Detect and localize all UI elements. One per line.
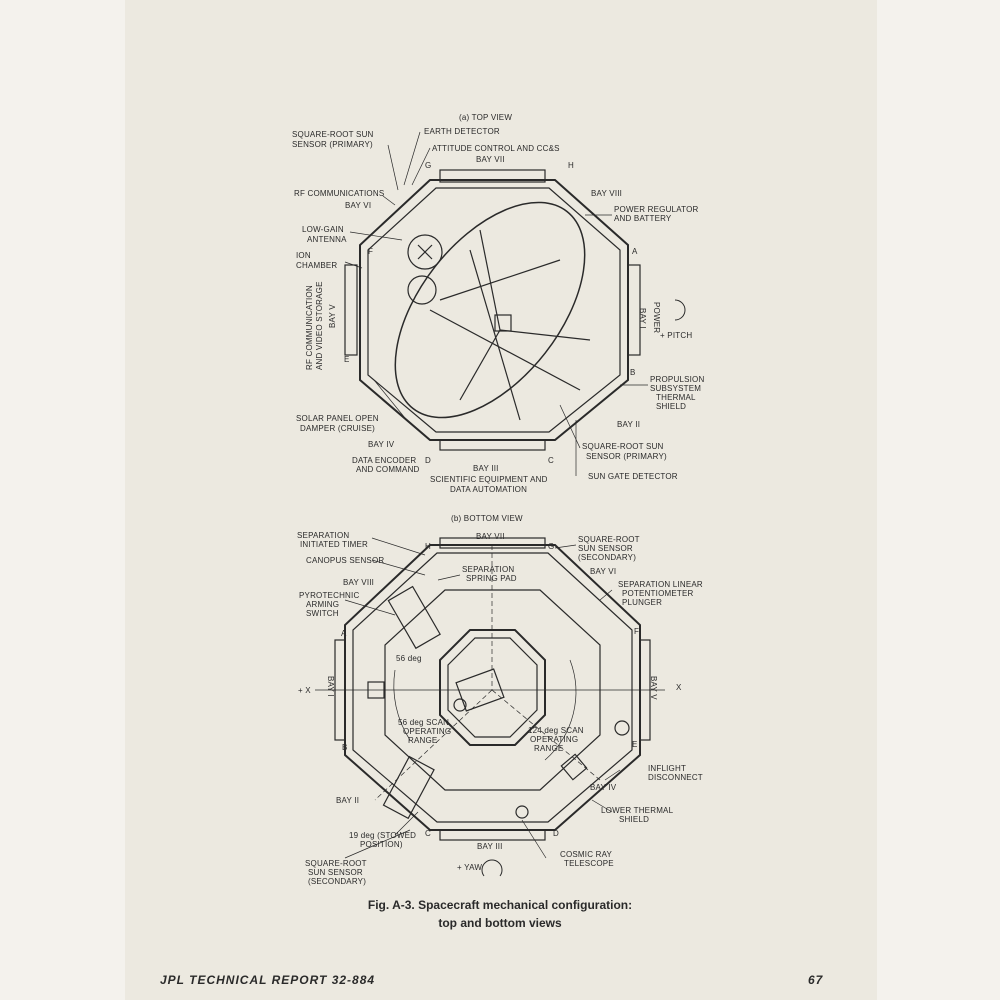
label-low-gain-2: ANTENNA	[307, 235, 347, 244]
label-pyro-3: SWITCH	[306, 609, 339, 618]
label-sep-timer-2: INITIATED TIMER	[300, 540, 369, 549]
label-attitude-control: ATTITUDE CONTROL AND CC&S	[432, 144, 560, 153]
label-solar-panel: SOLAR PANEL OPEN	[296, 414, 379, 423]
label-sep-linear: SEPARATION LINEAR	[618, 580, 703, 589]
label-plus-x: + X	[298, 686, 311, 695]
label-lower-thermal: LOWER THERMAL	[601, 806, 674, 815]
label-yaw: + YAW	[457, 863, 483, 872]
label-sun-gate: SUN GATE DETECTOR	[588, 472, 678, 481]
bottom-view-title: (b) BOTTOM VIEW	[451, 514, 523, 523]
label-g: G	[425, 161, 432, 170]
label-scientific: SCIENTIFIC EQUIPMENT AND	[430, 475, 548, 484]
label-x: X	[676, 683, 682, 692]
label-sep-spring: SEPARATION	[462, 565, 515, 574]
label-g: G	[548, 542, 555, 551]
label-power: POWER	[652, 302, 661, 334]
label-h: H	[425, 542, 431, 551]
figure-caption-line2: top and bottom views	[438, 916, 562, 930]
label-sqrt-sun-primary-b2: SENSOR (PRIMARY)	[586, 452, 667, 461]
label-bay-vi: BAY VI	[345, 201, 372, 210]
label-bay-i: BAY I	[326, 676, 335, 697]
label-sqrt-sun-primary-b: SQUARE-ROOT SUN	[582, 442, 664, 451]
label-data-encoder: DATA ENCODER	[352, 456, 417, 465]
label-sep-linear-3: PLUNGER	[622, 598, 663, 607]
label-sqrt-sec-b3: (SECONDARY)	[308, 877, 367, 886]
label-bay-iii: BAY III	[477, 842, 503, 851]
label-19deg: 19 deg (STOWED	[349, 831, 417, 840]
label-sqrt-sun-primary: SQUARE-ROOT SUN	[292, 130, 374, 139]
label-solar-panel-2: DAMPER (CRUISE)	[300, 424, 376, 433]
label-bay-ii: BAY II	[617, 420, 641, 429]
label-bay-vi: BAY VI	[590, 567, 617, 576]
label-rf-communications: RF COMMUNICATIONS	[294, 189, 385, 198]
label-bay-viii: BAY VIII	[591, 189, 623, 198]
label-bay-v: BAY V	[328, 304, 337, 328]
label-b: B	[630, 368, 636, 377]
figure-caption-line1: Fig. A-3. Spacecraft mechanical configuration:	[367, 898, 633, 912]
label-cosmic-2: TELESCOPE	[564, 859, 614, 868]
label-bay-i: BAY I	[638, 308, 647, 329]
label-data-encoder-2: AND COMMAND	[356, 465, 420, 474]
label-propulsion-4: SHIELD	[656, 402, 687, 411]
label-pyro: PYROTECHNIC	[299, 591, 360, 600]
label-d: D	[553, 829, 559, 838]
label-scan124: 124 deg SCAN	[528, 726, 584, 735]
label-b: B	[342, 743, 348, 752]
label-scan124-2: OPERATING	[530, 735, 579, 744]
label-sqrt-sec-3: (SECONDARY)	[578, 553, 637, 562]
label-c: C	[548, 456, 554, 465]
label-sep-timer: SEPARATION	[297, 531, 350, 540]
label-power-regulator: POWER REGULATOR	[614, 205, 699, 214]
top-view-low-gain-antenna	[408, 235, 442, 304]
label-56deg: 56 deg	[396, 654, 422, 663]
label-power-regulator-2: AND BATTERY	[614, 214, 672, 223]
label-propulsion-2: SUBSYSTEM	[650, 384, 702, 393]
label-earth-detector: EARTH DETECTOR	[424, 127, 500, 136]
label-bay-iii: BAY III	[473, 464, 499, 473]
label-scan56-2: OPERATING	[403, 727, 452, 736]
top-view-leaders	[345, 132, 648, 476]
label-bay-iv: BAY IV	[590, 783, 617, 792]
label-pitch: + PITCH	[660, 331, 693, 340]
label-rf-video-2: AND VIDEO STORAGE	[315, 281, 324, 370]
label-lower-thermal-2: SHIELD	[619, 815, 650, 824]
label-sep-spring-2: SPRING PAD	[466, 574, 517, 583]
label-scan124-3: RANGE	[534, 744, 564, 753]
label-inflight: INFLIGHT	[648, 764, 687, 773]
label-bay-vii: BAY VII	[476, 155, 505, 164]
label-scientific-2: DATA AUTOMATION	[450, 485, 528, 494]
label-scan56: 56 deg SCAN	[398, 718, 450, 727]
label-scan56-3: RANGE	[408, 736, 438, 745]
label-bay-viii: BAY VIII	[343, 578, 375, 587]
label-ion: ION	[296, 251, 311, 260]
label-canopus: CANOPUS SENSOR	[306, 556, 385, 565]
label-pyro-2: ARMING	[306, 600, 340, 609]
label-f: F	[368, 247, 374, 256]
label-inflight-2: DISCONNECT	[648, 773, 703, 782]
label-a: A	[341, 629, 347, 638]
label-sqrt-sec-b2: SUN SENSOR	[308, 868, 363, 877]
top-view-octagon	[345, 170, 640, 450]
label-sqrt-sun-primary-2: SENSOR (PRIMARY)	[292, 140, 373, 149]
label-sqrt-sec: SQUARE-ROOT	[578, 535, 640, 544]
label-cosmic: COSMIC RAY	[560, 850, 613, 859]
label-low-gain: LOW-GAIN	[302, 225, 344, 234]
label-sep-linear-2: POTENTIOMETER	[622, 589, 694, 598]
label-a: A	[632, 247, 638, 256]
label-bay-v: BAY V	[649, 676, 658, 700]
label-f: F	[634, 627, 640, 636]
label-c: C	[425, 829, 431, 838]
label-ion-2: CHAMBER	[296, 261, 338, 270]
label-e: E	[632, 740, 638, 749]
label-sqrt-sec-2: SUN SENSOR	[578, 544, 633, 553]
label-bay-vii: BAY VII	[476, 532, 505, 541]
label-rf-video-1: RF COMMUNICATION	[305, 285, 314, 370]
label-bay-ii: BAY II	[336, 796, 360, 805]
bottom-view-octagon	[335, 538, 650, 840]
report-title: JPL TECHNICAL REPORT 32-884	[160, 973, 376, 987]
label-h: H	[568, 161, 574, 170]
label-e: E	[344, 355, 350, 364]
label-sqrt-sec-b: SQUARE-ROOT	[305, 859, 367, 868]
label-bay-iv: BAY IV	[368, 440, 395, 449]
label-19deg-2: POSITION)	[360, 840, 403, 849]
page-number: 67	[808, 973, 824, 987]
label-propulsion-3: THERMAL	[656, 393, 696, 402]
label-propulsion-1: PROPULSION	[650, 375, 705, 384]
top-view-title: (a) TOP VIEW	[459, 113, 513, 122]
label-d: D	[425, 456, 431, 465]
